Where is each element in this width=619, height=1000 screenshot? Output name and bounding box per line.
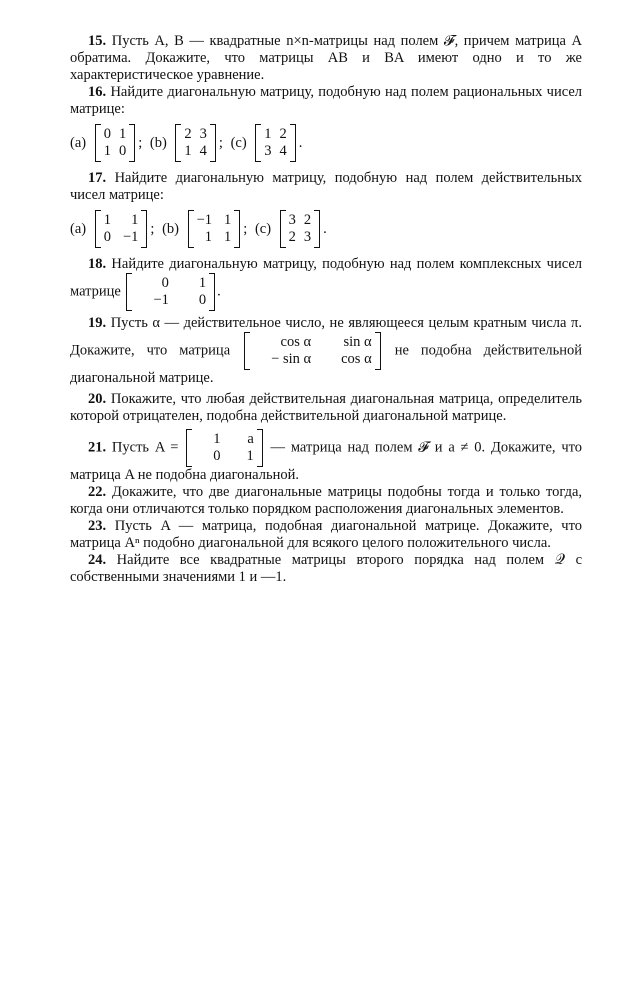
- problem-number: 23.: [88, 518, 107, 534]
- problem-number: 15.: [88, 33, 107, 49]
- problem-text: Пусть A — матрица, подобная диагональной матрице. Докажите, что матрица Aⁿ подобно диагональной для всякого целого положительного числа.: [70, 518, 582, 551]
- matrix-cell: 1: [103, 143, 111, 159]
- matrix-cell: −1: [153, 292, 169, 308]
- matrix-cell: 2: [279, 126, 287, 142]
- matrix-cell: 1: [264, 126, 272, 142]
- matrix-cell: a: [247, 431, 254, 447]
- punctuation: .: [323, 220, 327, 237]
- item-label: (c): [254, 220, 272, 237]
- item-label: (b): [149, 134, 167, 151]
- punctuation: ;: [218, 134, 223, 151]
- problem-number: 22.: [88, 484, 107, 500]
- matrix-cell: −1: [122, 229, 139, 245]
- problem-16: [70, 84, 582, 118]
- matrix-cell: 1: [224, 212, 232, 228]
- matrix-21: [186, 429, 263, 467]
- item-label: (a): [70, 220, 87, 237]
- matrix-cell: 1: [198, 275, 207, 291]
- matrix-cell: − sin α: [271, 351, 312, 367]
- matrix-cell: 4: [199, 143, 207, 159]
- matrix-cell: 3: [288, 212, 296, 228]
- problem-22: [70, 484, 582, 518]
- matrix-cell: 1: [103, 212, 111, 228]
- matrix-cell: 0: [198, 292, 207, 308]
- punctuation: .: [217, 283, 221, 300]
- matrix-16c: [255, 124, 296, 162]
- matrix-cell: 0: [103, 229, 111, 245]
- matrix-cell: 1: [131, 212, 139, 228]
- matrix-cell: cos α: [280, 334, 312, 350]
- matrix-19: [244, 332, 381, 370]
- problem-number: 20.: [88, 391, 107, 407]
- matrix-17c: [280, 210, 321, 248]
- problem-text: Найдите диагональную матрицу, подобную над полем рациональных чисел матрице:: [70, 84, 582, 117]
- problem-text: Найдите диагональную матрицу, подобную над полем действительных чисел матрице:: [70, 170, 582, 203]
- matrix-cell: 0: [161, 275, 169, 291]
- matrix-17b: [188, 210, 241, 248]
- matrix-cell: 3: [264, 143, 272, 159]
- problem-number: 24.: [88, 552, 107, 568]
- punctuation: ;: [243, 220, 248, 237]
- problem-18: [70, 256, 582, 311]
- matrix-row-16: [70, 124, 582, 162]
- matrix-cell: 3: [199, 126, 207, 142]
- problem-21: [70, 429, 582, 484]
- matrix-cell: 1: [213, 431, 221, 447]
- punctuation: .: [298, 134, 303, 151]
- matrix-18: [126, 273, 215, 311]
- problem-number: 19.: [88, 315, 107, 331]
- problem-text: Найдите все квадратные матрицы второго порядка над полем 𝒬 с собственными значениями 1 и —1.: [70, 552, 582, 585]
- matrix-cell: 3: [303, 229, 312, 245]
- problem-number: 17.: [88, 170, 107, 186]
- problem-text: Пусть α — действительное число, не являющееся целым кратным числа π. Докажите, что матрица: [70, 315, 582, 359]
- problem-text: Пусть A, B — квадратные n×n-матрицы над полем 𝓕, причем матрица A обратима. Докажите, что матрицы AB и BA имеют одно и то же характеристическое уравнение.: [70, 33, 583, 83]
- matrix-cell: 1: [246, 448, 254, 464]
- matrix-cell: 1: [118, 126, 127, 142]
- matrix-cell: 2: [184, 126, 192, 142]
- problem-text: Пусть A =: [111, 439, 179, 456]
- punctuation: ;: [150, 220, 155, 237]
- matrix-cell: cos α: [341, 351, 372, 367]
- problem-text: Покажите, что любая действительная диагональная матрица, определитель которой отрицателен, подобна действительной диагональной матрице.: [70, 391, 583, 424]
- problem-number: 18.: [88, 256, 107, 272]
- matrix-17a: [95, 210, 148, 248]
- problem-number: 16.: [88, 84, 107, 100]
- matrix-16b: [175, 124, 216, 162]
- matrix-cell: 4: [279, 143, 287, 159]
- matrix-cell: 0: [118, 143, 127, 159]
- problem-15: [70, 33, 582, 84]
- problem-17: [70, 170, 582, 204]
- matrix-cell: 1: [224, 229, 232, 245]
- problem-text: Найдите диагональную матрицу, подобную над полем комплексных чисел матрице: [70, 256, 582, 300]
- problem-text: — матрица над полем 𝓕 и a ≠ 0. Докажите, что матрица A не подобна диагональной.: [70, 439, 583, 483]
- matrix-row-17: [70, 210, 582, 248]
- matrix-cell: 1: [204, 229, 213, 245]
- matrix-cell: 2: [303, 212, 312, 228]
- problem-number: 21.: [88, 439, 107, 456]
- matrix-cell: 0: [103, 126, 111, 142]
- punctuation: ;: [138, 134, 143, 151]
- problem-24: [70, 552, 582, 586]
- item-label: (c): [230, 134, 247, 151]
- matrix-cell: −1: [196, 212, 213, 228]
- problem-19: [70, 315, 582, 387]
- page-text: [70, 33, 582, 586]
- item-label: (a): [70, 134, 87, 151]
- matrix-16a: [95, 124, 136, 162]
- matrix-cell: 2: [288, 229, 296, 245]
- problem-text: Докажите, что две диагональные матрицы подобны тогда и только тогда, когда они отличаются только порядком расположения диагональных элементов.: [70, 484, 583, 517]
- item-label: (b): [162, 220, 179, 237]
- problem-text: не подобна действительной диагональной матрице.: [70, 342, 583, 386]
- problem-20: [70, 391, 582, 425]
- problem-23: [70, 518, 582, 552]
- matrix-cell: 0: [213, 448, 221, 464]
- matrix-cell: sin α: [343, 334, 372, 350]
- matrix-cell: 1: [184, 143, 192, 159]
